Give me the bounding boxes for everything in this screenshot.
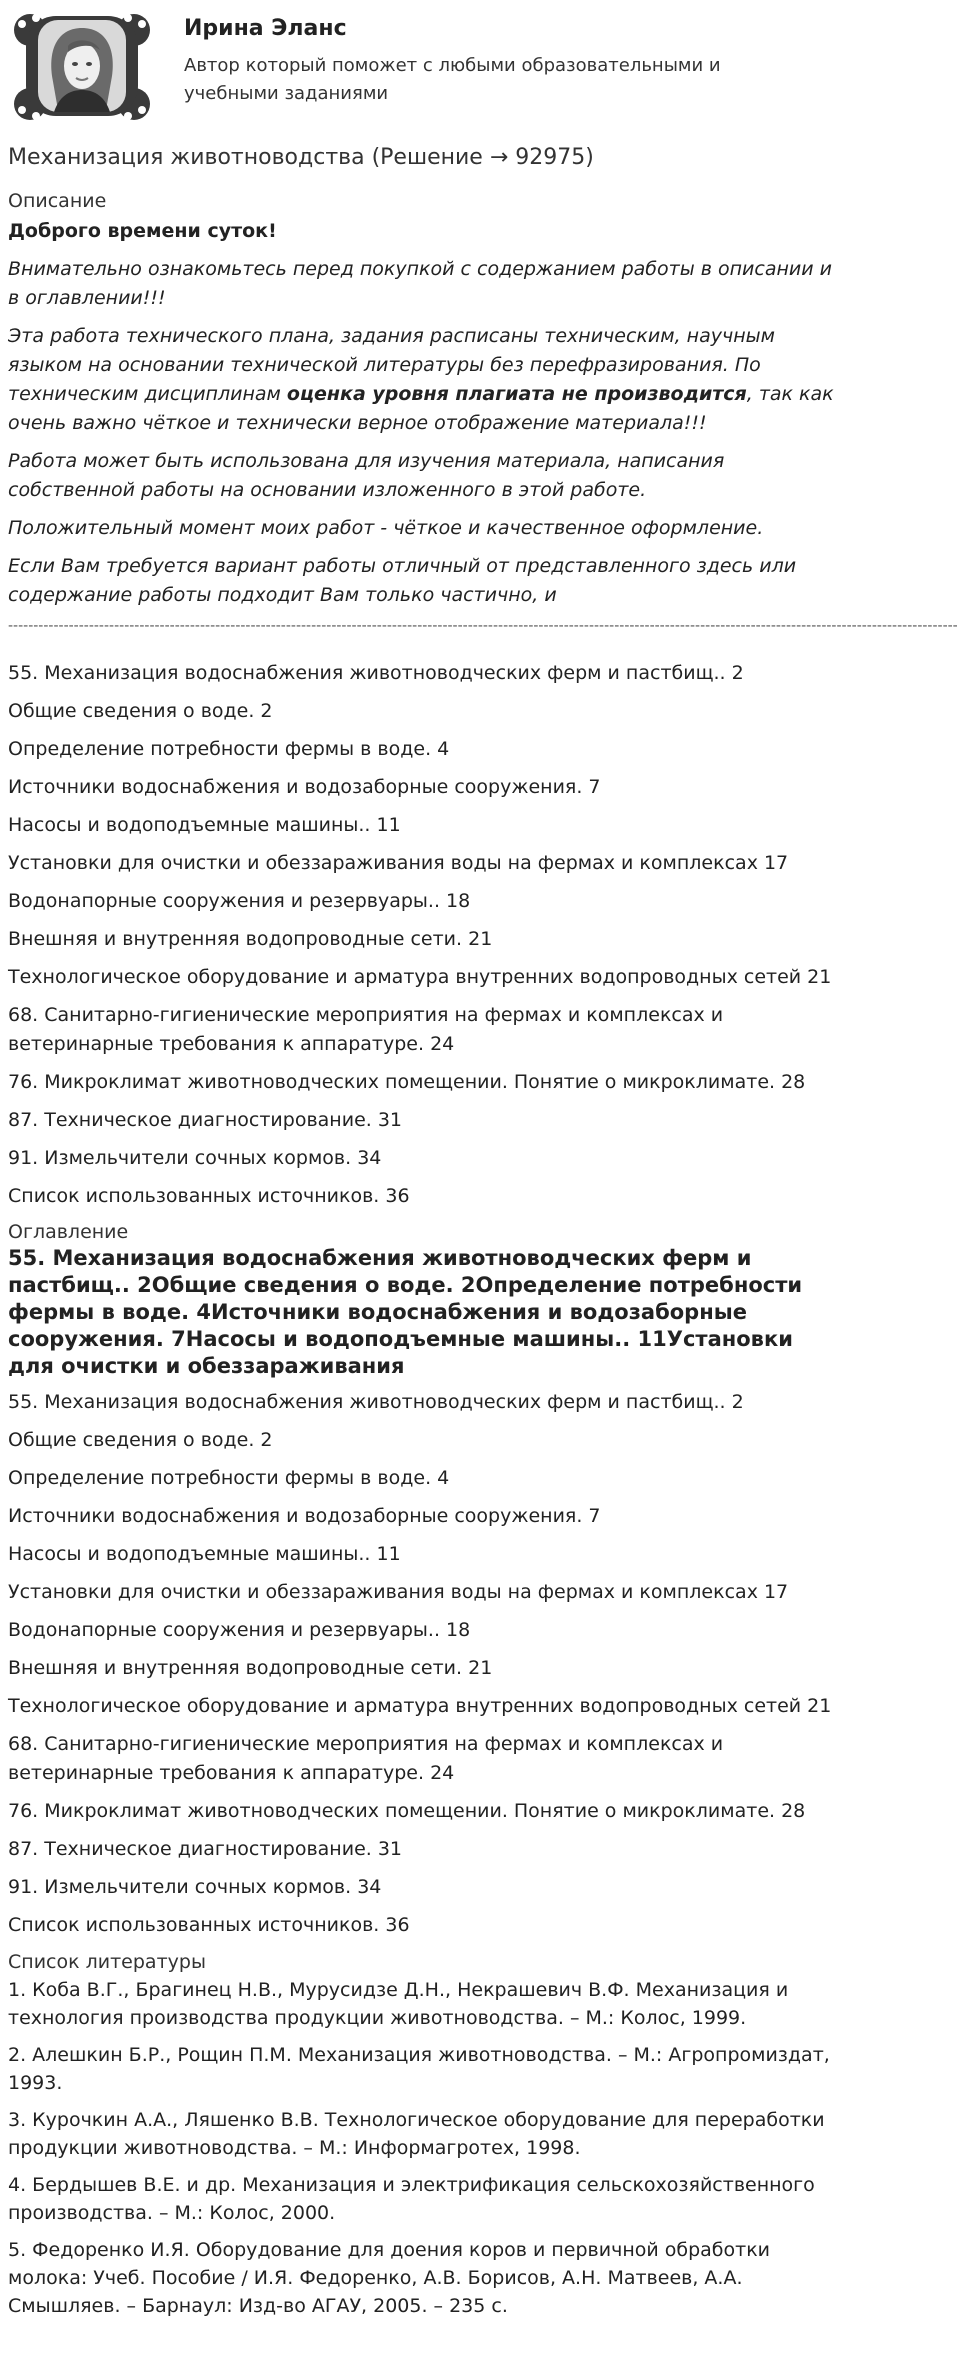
avatar-photo-icon[interactable] bbox=[8, 6, 156, 126]
literature-list bbox=[8, 1976, 838, 2320]
description-paragraph: Положительный момент моих работ - чёткое и качественное оформление. bbox=[8, 517, 764, 539]
toc-item: Установки для очистки и обеззараживания воды на фермах и комплексах 17 bbox=[8, 852, 789, 874]
toc-item: 76. Микроклимат животноводческих помещении. Понятие о микроклимате. 28 bbox=[8, 1071, 806, 1093]
toc-item: 87. Техническое диагностирование. 31 bbox=[8, 1838, 403, 1860]
literature-item: 5. Федоренко И.Я. Оборудование для доения коров и первичной обработки молока: Учеб. Пособие / И.Я. Федоренко, А.В. Борисов, А.Н. Матвеев, А.А. Смышляев. – Барнаул: Изд-во АГАУ, 2005. – 235 с. bbox=[8, 2239, 771, 2317]
toc-item: Источники водоснабжения и водозаборные сооружения. 7 bbox=[8, 1505, 601, 1527]
separator-line: -------------------------------------------------------------------------------------------------------------------------------------------------------------------------------------------- bbox=[8, 618, 958, 634]
page-title: Механизация животноводства (Решение → 92975) bbox=[8, 145, 594, 170]
toc-item: Общие сведения о воде. 2 bbox=[8, 1429, 273, 1451]
author-description: Автор который поможет с любыми образовательными и учебными заданиями bbox=[184, 55, 721, 104]
main-content bbox=[8, 187, 958, 2320]
toc-item: 91. Измельчители сочных кормов. 34 bbox=[8, 1147, 382, 1169]
toc-item: 76. Микроклимат животноводческих помещении. Понятие о микроклимате. 28 bbox=[8, 1800, 806, 1822]
toc-item: 91. Измельчители сочных кормов. 34 bbox=[8, 1876, 382, 1898]
greeting: Доброго времени суток! bbox=[8, 220, 277, 242]
literature-item: 3. Курочкин А.А., Ляшенко В.В. Технологическое оборудование для переработки продукции животноводства. – М.: Информагротех, 1998. bbox=[8, 2109, 825, 2159]
text-run: , так как очень важно чёткое и технически верное отображение материала!!! bbox=[8, 383, 834, 434]
toc-item: 55. Механизация водоснабжения животноводческих ферм и пастбищ.. 2 bbox=[8, 1391, 744, 1413]
description-label: Описание bbox=[8, 190, 107, 212]
toc-item: Установки для очистки и обеззараживания воды на фермах и комплексах 17 bbox=[8, 1581, 789, 1603]
toc-item: Внешняя и внутренняя водопроводные сети. 21 bbox=[8, 1657, 493, 1679]
text-run: Эта работа технического плана, задания расписаны техническим, научным языком на основании технической литературы без перефразирования. По техническим дисциплинам bbox=[8, 325, 775, 405]
toc-item: Определение потребности фермы в воде. 4 bbox=[8, 738, 450, 760]
description-paragraph: Если Вам требуется вариант работы отличный от представленного здесь или содержание работы подходит Вам только частично, и bbox=[8, 555, 797, 606]
table-of-contents bbox=[8, 1388, 838, 1940]
table-of-contents-preview bbox=[8, 659, 838, 1211]
description-paragraph: Внимательно ознакомьтесь перед покупкой с содержанием работы в описании и в оглавлении!!! bbox=[8, 258, 832, 309]
toc-item: Водонапорные сооружения и резервуары.. 18 bbox=[8, 1619, 471, 1641]
contents-label: Оглавление bbox=[8, 1221, 129, 1243]
description-paragraph: Работа может быть использована для изучения материала, написания собственной работы на основании изложенного в этой работе. bbox=[8, 450, 725, 501]
toc-item: Насосы и водоподъемные машины.. 11 bbox=[8, 814, 401, 836]
contents-heading: 55. Механизация водоснабжения животноводческих ферм и пастбищ.. 2Общие сведения о воде. 2Определение потребности фермы в воде. 4Источники водоснабжения и водозаборные сооружения. 7Насосы и водоподъемные машины.. 11Установки для очистки и обеззараживания bbox=[8, 1246, 803, 1378]
toc-item: Список использованных источников. 36 bbox=[8, 1185, 410, 1207]
toc-item: Источники водоснабжения и водозаборные сооружения. 7 bbox=[8, 776, 601, 798]
literature-item: 4. Бердышев В.Е. и др. Механизация и электрификация сельскохозяйственного производства. – М.: Колос, 2000. bbox=[8, 2174, 815, 2224]
toc-item: Определение потребности фермы в воде. 4 bbox=[8, 1467, 450, 1489]
author-name[interactable]: Ирина Эланс bbox=[184, 16, 347, 41]
literature-item: 1. Коба В.Г., Брагинец Н.В., Мурусидзе Д.Н., Некрашевич В.Ф. Механизация и технология производства продукции животноводства. – М.: Колос, 1999. bbox=[8, 1979, 789, 2029]
toc-item: Технологическое оборудование и арматура внутренних водопроводных сетей 21 bbox=[8, 966, 832, 988]
author-card bbox=[4, 4, 843, 129]
toc-item: Общие сведения о воде. 2 bbox=[8, 700, 273, 722]
toc-item: Насосы и водоподъемные машины.. 11 bbox=[8, 1543, 401, 1565]
toc-item: Внешняя и внутренняя водопроводные сети. 21 bbox=[8, 928, 493, 950]
toc-item: 55. Механизация водоснабжения животноводческих ферм и пастбищ.. 2 bbox=[8, 662, 744, 684]
description-paragraph bbox=[8, 322, 838, 438]
literature-item: 2. Алешкин Б.Р., Рощин П.М. Механизация животноводства. – М.: Агропромиздат, 1993. bbox=[8, 2044, 830, 2094]
toc-item: 68. Санитарно-гигиенические мероприятия на фермах и комплексах и ветеринарные требования к аппаратуре. 24 bbox=[8, 1733, 724, 1784]
toc-item: 68. Санитарно-гигиенические мероприятия на фермах и комплексах и ветеринарные требования к аппаратуре. 24 bbox=[8, 1004, 724, 1055]
literature-label: Список литературы bbox=[8, 1951, 206, 1973]
toc-item: Водонапорные сооружения и резервуары.. 18 bbox=[8, 890, 471, 912]
toc-item: Технологическое оборудование и арматура внутренних водопроводных сетей 21 bbox=[8, 1695, 832, 1717]
toc-item: 87. Техническое диагностирование. 31 bbox=[8, 1109, 403, 1131]
bold-text-run: оценка уровня плагиата не производится bbox=[286, 383, 747, 405]
toc-item: Список использованных источников. 36 bbox=[8, 1914, 410, 1936]
